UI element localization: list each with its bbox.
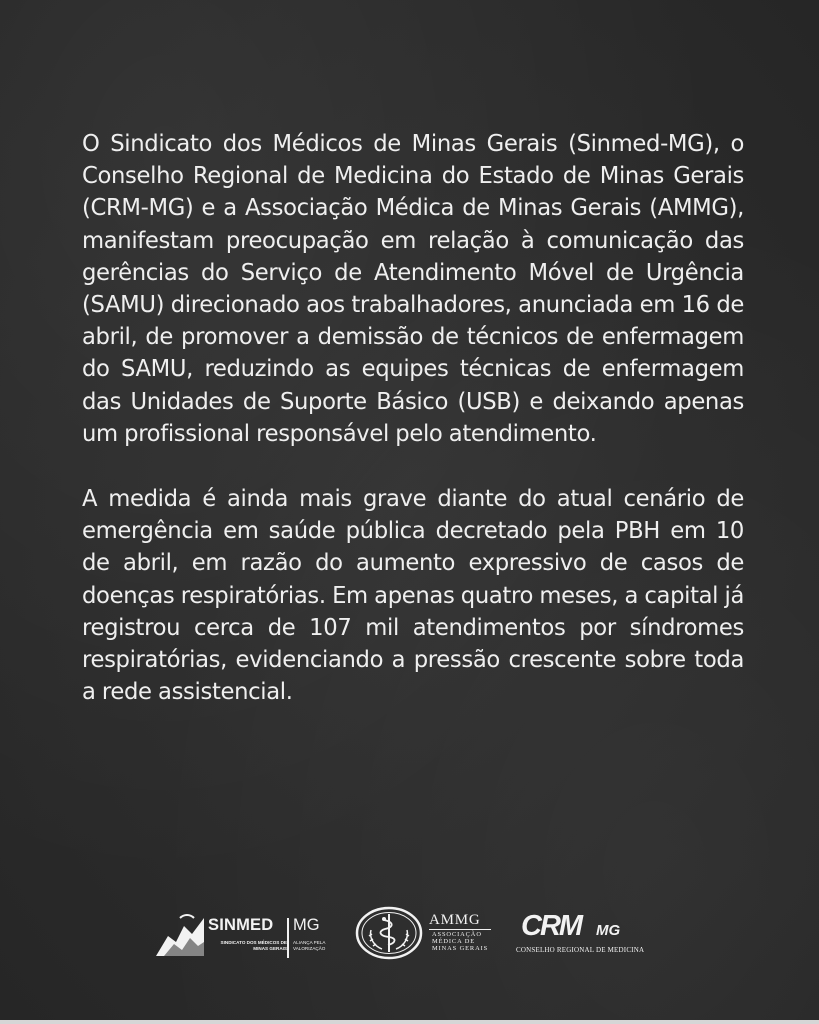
crm-state: MG — [596, 922, 621, 939]
ammg-name: AMMG — [429, 912, 481, 928]
statement-body — [82, 128, 744, 708]
sinmed-subtitle: SINDICATO DOS MÉDICOS DE MINAS GERAIS — [220, 940, 287, 951]
ammg-subtitle: ASSOCIAÇÃO MÉDICA DE MINAS GERAIS — [432, 931, 489, 952]
mountain-icon — [154, 912, 206, 958]
statement-paragraph-1: O Sindicato dos Médicos de Minas Gerais (Sinmed-MG), o Conselho Regional de Medicina do Estado de Minas Gerais (CRM-MG) e a Associação Médica de Minas Gerais (AMMG), manifestam preocupação em relação à comunicação das gerências do Serviço de Atendimento Móvel de Urgência (SAMU) direcionado aos trabalhadores, anunciada em 16 de abril, de promover a demissão de técnicos de enfermagem do SAMU, reduzindo as equipes técnicas de enfermagem das Unidades de Suporte Básico (USB) e deixando apenas um profissional responsável pelo atendimento. — [82, 131, 744, 447]
crm-name: CRM — [521, 910, 582, 942]
caduceus-icon — [354, 904, 424, 962]
sinmed-name: SINMED — [208, 916, 274, 934]
crm-logo — [516, 908, 656, 960]
statement-paragraph-2: A medida é ainda mais grave diante do atual cenário de emergência em saúde pública decretado pela PBH em 10 de abril, em razão do aumento expressivo de casos de doenças respiratórias. Em apenas quatro meses, a capital já registrou cerca de 107 mil atendimentos por síndromes respiratórias, evidenciando a pressão crescente sobre toda a rede assistencial. — [82, 486, 744, 706]
sinmed-tagline: ALIANÇA PELA VALORIZAÇÃO — [293, 940, 326, 951]
sinmed-divider — [287, 918, 289, 958]
crm-subtitle: CONSELHO REGIONAL DE MEDICINA — [516, 946, 645, 954]
bottom-border — [0, 1020, 819, 1024]
sinmed-state: MG — [293, 916, 320, 934]
footer-logos — [150, 900, 670, 970]
ammg-divider — [429, 929, 491, 930]
sinmed-logo — [154, 910, 334, 960]
ammg-logo — [354, 904, 504, 964]
